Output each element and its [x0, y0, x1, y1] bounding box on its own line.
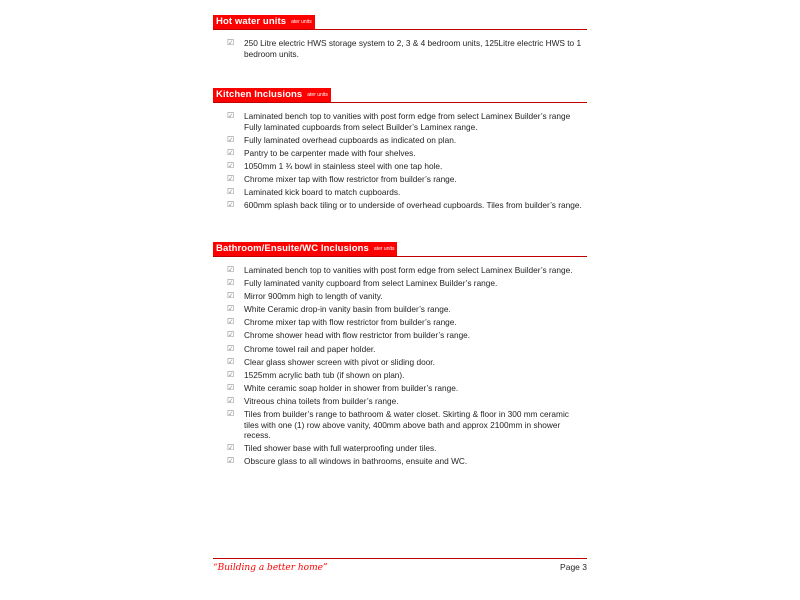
- list-item-label: Laminated bench top to vanities with post form edge from select Laminex Builder’s range: [244, 111, 571, 122]
- list-item: [213, 330, 587, 341]
- section-heading: [213, 14, 587, 30]
- checkbox-tick-icon: ☑: [227, 200, 235, 210]
- list-item-label: 250 Litre electric HWS storage system to 2, 3 & 4 bedroom units, 125Litre electric HWS to 1: [244, 38, 582, 48]
- checkbox-tick-icon: ☑: [227, 147, 235, 157]
- list-item: [213, 396, 587, 407]
- section-subtitle: ater units: [290, 15, 315, 29]
- top-spacer: [213, 0, 587, 14]
- list-item: [213, 409, 587, 441]
- list-item: [213, 161, 587, 172]
- list-item: [213, 278, 587, 289]
- document-body: [213, 0, 587, 473]
- checkbox-tick-icon: ☑: [227, 395, 235, 405]
- inclusion-list: [213, 111, 587, 211]
- list-item: [213, 291, 587, 302]
- checkbox-tick-icon: ☑: [227, 111, 235, 121]
- section-heading-rule: [213, 87, 587, 103]
- section-heading-rule: [213, 14, 587, 30]
- list-item: [213, 304, 587, 315]
- checkbox-tick-icon: ☑: [227, 456, 235, 466]
- list-item-label-cont: tiles with one (1) row above vanity, 400mm above bath and approx 2100mm in shower: [244, 419, 561, 430]
- list-item-label: Mirror 900mm high to length of vanity.: [244, 291, 383, 302]
- checkbox-tick-icon: ☑: [227, 187, 235, 197]
- checkbox-tick-icon: ☑: [227, 408, 235, 418]
- list-item: [213, 344, 587, 355]
- list-item-label: 1050mm 1 ¾ bowl in stainless steel with one tap hole.: [244, 161, 443, 172]
- list-item-label-cont2: recess.: [244, 430, 271, 441]
- list-item: [213, 456, 587, 467]
- inclusion-list: [213, 38, 587, 59]
- list-item-label: Fully laminated vanity cupboard from select Laminex Builder’s range.: [244, 278, 498, 289]
- section-title: Kitchen Inclusions: [213, 88, 306, 102]
- checkbox-tick-icon: ☑: [227, 264, 235, 274]
- list-item-label: Obscure glass to all windows in bathrooms, ensuite and WC.: [244, 456, 468, 467]
- inclusion-list: [213, 265, 587, 467]
- list-item-label: White ceramic soap holder in shower from builder’s range.: [244, 382, 459, 393]
- list-item: [213, 265, 587, 276]
- section-kitchen-inclusions: [213, 87, 587, 211]
- list-item-label: Tiles from builder’s range to bathroom & water closet. Skirting & floor in 300 mm ceramic: [244, 408, 569, 419]
- list-item: [213, 317, 587, 328]
- section-title: Hot water units: [213, 15, 290, 29]
- checkbox-tick-icon: ☑: [227, 161, 235, 171]
- section-subtitle: ater units: [373, 242, 398, 256]
- section-bathroom-ensuite-wc-inclusions: [213, 241, 587, 467]
- checkbox-tick-icon: ☑: [227, 356, 235, 366]
- list-item-label: Laminated bench top to vanities with post form edge from select Laminex Builder’s range.: [244, 264, 573, 275]
- checkbox-tick-icon: ☑: [227, 304, 235, 314]
- checkbox-tick-icon: ☑: [227, 134, 235, 144]
- list-item: [213, 200, 587, 211]
- list-item-label: Chrome mixer tap with flow restrictor from builder’s range.: [244, 174, 457, 185]
- list-item-label: Laminated kick board to match cupboards.: [244, 187, 401, 198]
- checkbox-tick-icon: ☑: [227, 317, 235, 327]
- list-item: [213, 148, 587, 159]
- list-item: [213, 174, 587, 185]
- list-item-label: Chrome towel rail and paper holder.: [244, 343, 376, 354]
- section-heading: [213, 87, 587, 103]
- page-footer: [213, 558, 587, 573]
- section-heading: [213, 241, 587, 257]
- list-item: [213, 187, 587, 198]
- checkbox-tick-icon: ☑: [227, 369, 235, 379]
- section-spacer-2: [213, 217, 587, 241]
- checkbox-tick-icon: ☑: [227, 278, 235, 288]
- section-hot-water-units: [213, 14, 587, 59]
- list-item-label: Clear glass shower screen with pivot or sliding door.: [244, 356, 435, 367]
- checkbox-tick-icon: ☑: [227, 38, 235, 47]
- list-item-label: 600mm splash back tiling or to underside of overhead cupboards. Tiles from builder’s range.: [244, 200, 582, 211]
- footer-slogan: “Building a better home”: [213, 563, 328, 573]
- list-item-label: Chrome shower head with flow restrictor from builder’s range.: [244, 330, 471, 341]
- checkbox-tick-icon: ☑: [227, 174, 235, 184]
- checkbox-tick-icon: ☑: [227, 330, 235, 340]
- section-title: Bathroom/Ensuite/WC Inclusions: [213, 242, 373, 256]
- checkbox-tick-icon: ☑: [227, 382, 235, 392]
- list-item-label-cont: bedroom units.: [244, 48, 299, 59]
- list-item-label: Tiled shower base with full waterproofing under tiles.: [244, 443, 437, 454]
- list-item-label: Fully laminated overhead cupboards as indicated on plan.: [244, 134, 457, 145]
- section-subtitle: ater units: [306, 88, 331, 102]
- list-item: [213, 383, 587, 394]
- list-item-label: Chrome mixer tap with flow restrictor from builder’s range.: [244, 317, 457, 328]
- list-item: [213, 443, 587, 454]
- list-item-label-cont: Fully laminated cupboards from select Builder’s Laminex range.: [244, 121, 478, 132]
- list-item: [213, 111, 587, 132]
- list-item: [213, 357, 587, 368]
- section-spacer-1: [213, 65, 587, 87]
- list-item: [213, 38, 587, 59]
- footer-page-number: Page 3: [560, 562, 587, 572]
- checkbox-tick-icon: ☑: [227, 443, 235, 453]
- section-heading-rule: [213, 241, 587, 257]
- list-item: [213, 370, 587, 381]
- list-item-label: 1525mm acrylic bath tub (if shown on plan).: [244, 369, 405, 380]
- list-item-label: Pantry to be carpenter made with four shelves.: [244, 147, 416, 158]
- list-item-label: Vitreous china toilets from builder’s range.: [244, 395, 399, 406]
- list-item: [213, 135, 587, 146]
- list-item-label: White Ceramic drop-in vanity basin from builder’s range.: [244, 304, 451, 315]
- checkbox-tick-icon: ☑: [227, 291, 235, 301]
- checkbox-tick-icon: ☑: [227, 343, 235, 353]
